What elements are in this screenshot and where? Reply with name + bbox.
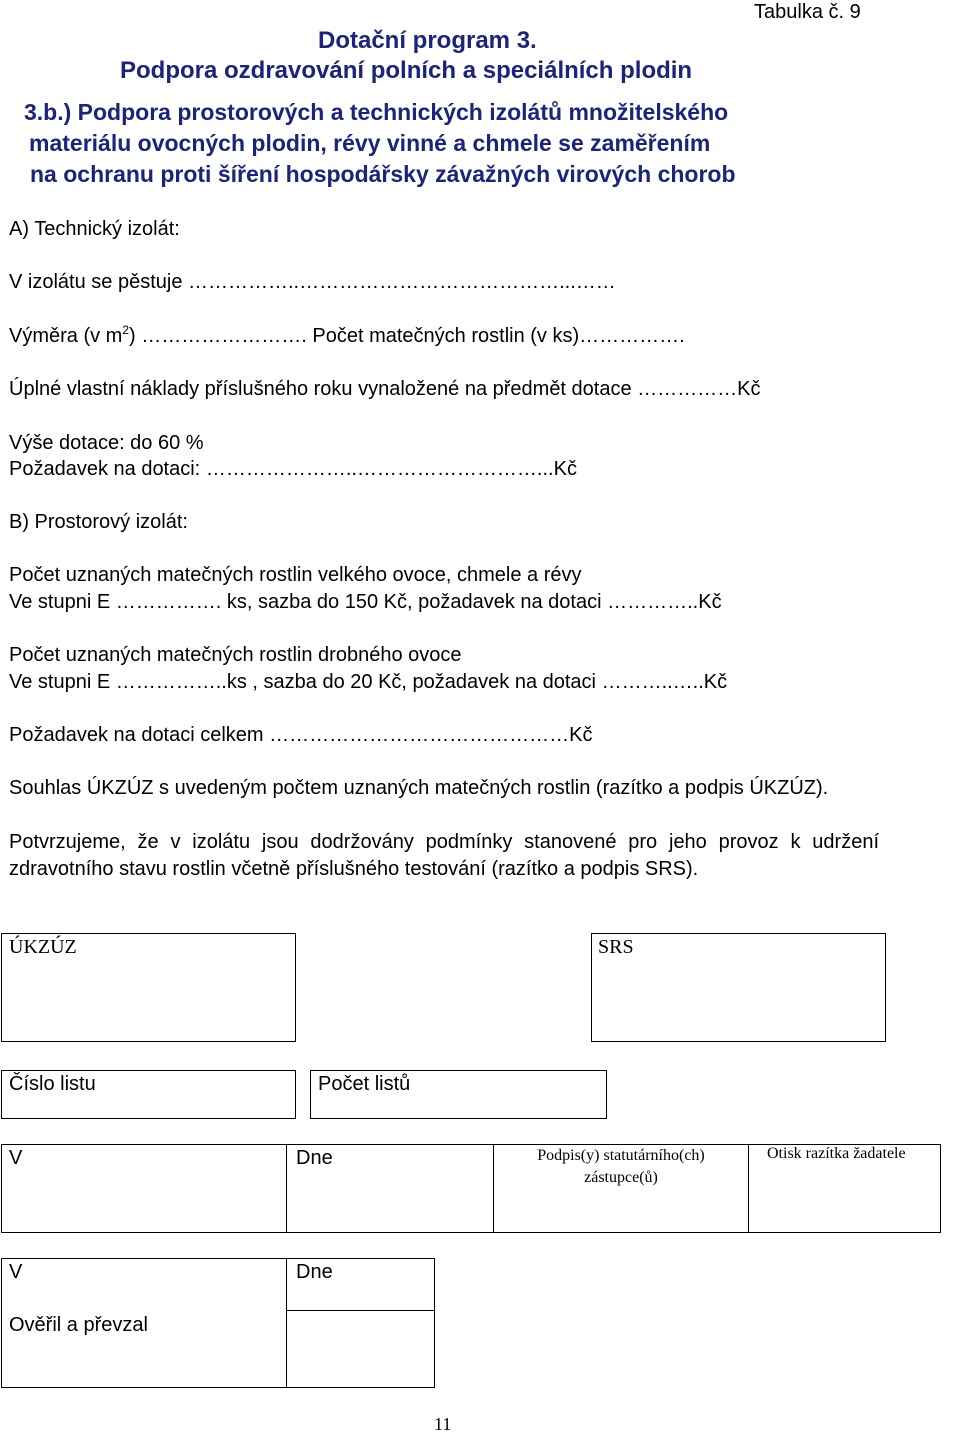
request-unit: Kč bbox=[553, 458, 577, 480]
small-fruit-rate-text: ks , sazba do 20 Kč, požadavek na dotaci bbox=[226, 671, 596, 693]
verified-label: Ověřil a převzal bbox=[9, 1314, 148, 1336]
sheet-number-label: Číslo listu bbox=[9, 1073, 96, 1095]
plants-fill-field[interactable]: ……………. bbox=[579, 325, 685, 347]
large-fruit-label: Počet uznaných matečných rostlin velkého ovoce, chmele a révy bbox=[9, 564, 582, 586]
area-label: Výměra (v $m^2$) bbox=[9, 323, 136, 347]
total-fill-field[interactable]: ……………………………………… bbox=[269, 724, 570, 746]
section-title-line-1: 3.b.) Podpora prostorových a technických izolátů množitelského bbox=[24, 99, 729, 125]
section-title-line-3: na ochranu proti šíření hospodářsky závažných virových chorob bbox=[30, 161, 736, 187]
verification-place-box[interactable] bbox=[1, 1258, 287, 1388]
sheet-count-label: Počet listů bbox=[318, 1073, 411, 1095]
srs-label: SRS bbox=[598, 936, 634, 958]
verification-date-box[interactable] bbox=[286, 1258, 435, 1388]
consent-paragraph: Souhlas ÚKZÚZ s uvedeným počtem uznaných matečných rostlin (razítko a podpis ÚKZÚZ). bbox=[9, 777, 829, 799]
small-fruit-label: Počet uznaných matečných rostlin drobného ovoce bbox=[9, 644, 462, 666]
area-row bbox=[9, 323, 685, 350]
srs-stamp-box[interactable] bbox=[591, 933, 886, 1042]
large-fruit-prefix: Ve stupni E bbox=[9, 591, 111, 613]
large-fruit-row bbox=[9, 589, 722, 616]
table-reference: Tabulka č. 9 bbox=[754, 1, 861, 23]
ukzuz-label: ÚKZÚZ bbox=[9, 936, 77, 958]
verification-divider bbox=[287, 1310, 434, 1311]
applicant-stamp-box[interactable] bbox=[748, 1144, 941, 1233]
costs-unit: Kč bbox=[737, 378, 761, 400]
ukzuz-stamp-box[interactable] bbox=[1, 933, 296, 1042]
request-fill-field[interactable]: …………………..………………………... bbox=[205, 458, 554, 480]
request-label: Požadavek na dotaci: bbox=[9, 458, 201, 480]
applicant-stamp-label: Otisk razítka žadatele bbox=[767, 1145, 906, 1162]
subsidy-rate: Výše dotace: do 60 % bbox=[9, 432, 204, 454]
program-heading: Dotační program 3. bbox=[318, 27, 537, 54]
date-label: Dne bbox=[296, 1147, 333, 1169]
plants-label: Počet matečných rostlin (v ks) bbox=[312, 325, 580, 347]
cultivated-fill-field[interactable]: ……………..…………………………………...…… bbox=[188, 271, 616, 293]
signature-box[interactable] bbox=[493, 1144, 749, 1233]
program-subheading: Podpora ozdravování polních a speciálních plodin bbox=[120, 57, 693, 84]
total-row bbox=[9, 722, 593, 749]
sheet-number-box[interactable] bbox=[1, 1070, 296, 1119]
small-fruit-prefix: Ve stupni E bbox=[9, 671, 111, 693]
place-box[interactable] bbox=[1, 1144, 287, 1233]
cultivated-label: V izolátu se pěstuje bbox=[9, 271, 183, 293]
place-label: V bbox=[9, 1147, 23, 1169]
section-a-heading: A) Technický izolát: bbox=[9, 218, 180, 240]
small-fruit-unit: Kč bbox=[703, 671, 728, 693]
area-fill-field[interactable]: ……………………. bbox=[141, 325, 307, 347]
small-fruit-row bbox=[9, 669, 727, 696]
large-fruit-count-field[interactable]: …………… bbox=[115, 591, 216, 613]
large-fruit-rate-text: . ks, sazba do 150 Kč, požadavek na dotaci bbox=[215, 591, 602, 613]
small-fruit-count-field[interactable]: …………….. bbox=[115, 671, 227, 693]
total-label: Požadavek na dotaci celkem bbox=[9, 724, 264, 746]
costs-fill-field[interactable]: …………… bbox=[637, 378, 738, 400]
verification-place-label: V bbox=[9, 1261, 23, 1283]
cultivated-row bbox=[9, 269, 616, 296]
costs-label: Úplné vlastní náklady příslušného roku vynaložené na předmět dotace bbox=[9, 378, 632, 400]
verification-date-label: Dne bbox=[296, 1261, 333, 1283]
large-fruit-unit: Kč bbox=[698, 591, 722, 613]
small-fruit-request-field[interactable]: ………..….. bbox=[601, 671, 704, 693]
section-title-line-2: materiálu ovocných plodin, révy vinné a chmele se zaměřením bbox=[29, 130, 711, 156]
sheet-count-box[interactable] bbox=[310, 1070, 607, 1119]
costs-row bbox=[9, 376, 761, 403]
date-box[interactable] bbox=[286, 1144, 494, 1233]
section-b-heading: B) Prostorový izolát: bbox=[9, 511, 188, 533]
confirmation-paragraph: Potvrzujeme, že v izolátu jsou dodržovány podmínky stanovené pro jeho provoz k udržení zdravotního stavu rostlin včetně příslušného testování (razítko a podpis SRS). bbox=[9, 831, 879, 880]
total-unit: Kč bbox=[569, 724, 593, 746]
request-row bbox=[9, 456, 577, 483]
page-number: 11 bbox=[434, 1414, 452, 1434]
large-fruit-request-field[interactable]: ………….. bbox=[607, 591, 699, 613]
signature-label: Podpis(y) statutárního(ch) zástupce(ů) bbox=[537, 1147, 705, 1186]
